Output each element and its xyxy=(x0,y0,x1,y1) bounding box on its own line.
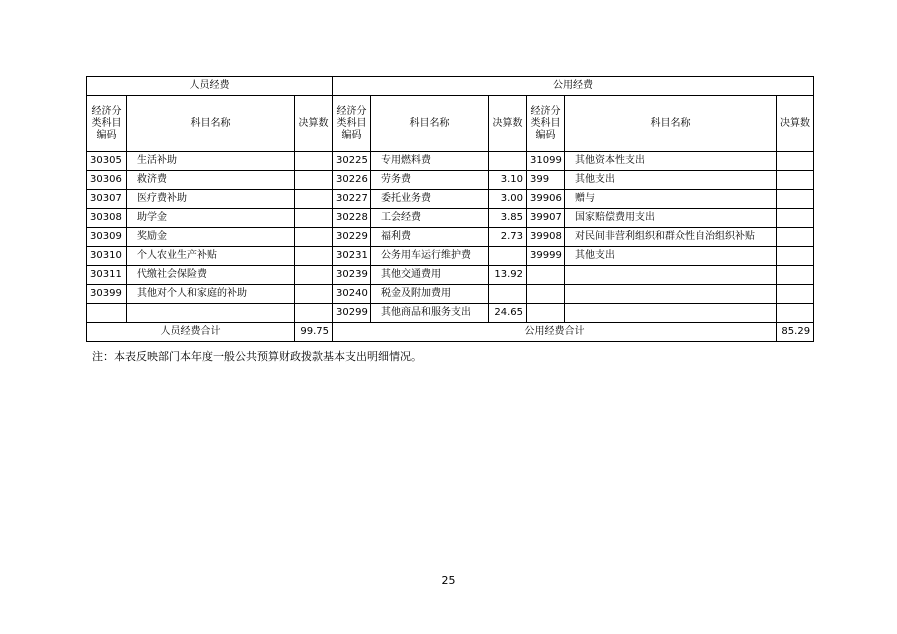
amount-cell: 3.00 xyxy=(489,190,527,209)
name-cell: 个人农业生产补贴 xyxy=(127,247,295,266)
code-cell: 30231 xyxy=(333,247,371,266)
amount-cell xyxy=(777,152,814,171)
code-cell: 31099 xyxy=(527,152,565,171)
amount-cell xyxy=(777,171,814,190)
name-cell: 赠与 xyxy=(565,190,777,209)
table-row xyxy=(87,190,814,209)
code-cell: 30229 xyxy=(333,228,371,247)
code-cell: 30309 xyxy=(87,228,127,247)
page-number: 25 xyxy=(441,574,456,587)
code-cell xyxy=(527,266,565,285)
code-header: 经济分类科目编码 xyxy=(333,96,371,152)
amount-cell xyxy=(777,266,814,285)
amount-cell xyxy=(489,247,527,266)
code-cell: 30399 xyxy=(87,285,127,304)
amount-cell xyxy=(777,209,814,228)
amount-cell: 3.85 xyxy=(489,209,527,228)
table-row xyxy=(87,285,814,304)
amount-cell xyxy=(489,152,527,171)
amount-header: 决算数 xyxy=(489,96,527,152)
code-cell: 39907 xyxy=(527,209,565,228)
table-row xyxy=(87,152,814,171)
amount-cell: 24.65 xyxy=(489,304,527,323)
table-row xyxy=(87,228,814,247)
personnel-total-label: 人员经费合计 xyxy=(87,323,295,342)
table-footnote: 注：本表反映部门本年度一般公共预算财政拨款基本支出明细情况。 xyxy=(92,350,422,363)
name-cell: 其他支出 xyxy=(565,247,777,266)
amount-cell xyxy=(777,190,814,209)
name-cell: 福利费 xyxy=(371,228,489,247)
amount-cell xyxy=(777,247,814,266)
name-header: 科目名称 xyxy=(565,96,777,152)
code-cell: 30305 xyxy=(87,152,127,171)
amount-cell xyxy=(295,171,333,190)
code-cell: 30311 xyxy=(87,266,127,285)
amount-cell xyxy=(295,304,333,323)
name-cell xyxy=(127,304,295,323)
personnel-group-header: 人员经费 xyxy=(87,77,333,96)
name-cell: 其他商品和服务支出 xyxy=(371,304,489,323)
name-cell: 代缴社会保险费 xyxy=(127,266,295,285)
name-cell: 奖励金 xyxy=(127,228,295,247)
code-cell: 30228 xyxy=(333,209,371,228)
name-cell: 专用燃料费 xyxy=(371,152,489,171)
name-cell: 其他支出 xyxy=(565,171,777,190)
name-cell xyxy=(565,304,777,323)
name-cell: 其他资本性支出 xyxy=(565,152,777,171)
code-header: 经济分类科目编码 xyxy=(87,96,127,152)
name-cell: 生活补助 xyxy=(127,152,295,171)
amount-cell xyxy=(295,228,333,247)
code-cell: 399 xyxy=(527,171,565,190)
column-header-row xyxy=(87,96,814,152)
code-cell xyxy=(527,304,565,323)
amount-cell xyxy=(777,285,814,304)
public-total-value: 85.29 xyxy=(777,323,814,342)
amount-cell xyxy=(295,152,333,171)
amount-cell: 3.10 xyxy=(489,171,527,190)
code-cell: 30225 xyxy=(333,152,371,171)
table-row xyxy=(87,247,814,266)
name-cell: 税金及附加费用 xyxy=(371,285,489,304)
code-cell: 30308 xyxy=(87,209,127,228)
code-cell: 30306 xyxy=(87,171,127,190)
table-row xyxy=(87,266,814,285)
code-cell: 30307 xyxy=(87,190,127,209)
code-cell: 30310 xyxy=(87,247,127,266)
code-cell: 39906 xyxy=(527,190,565,209)
amount-cell: 2.73 xyxy=(489,228,527,247)
table-row xyxy=(87,171,814,190)
name-cell: 助学金 xyxy=(127,209,295,228)
table-body xyxy=(87,152,814,323)
code-cell xyxy=(527,285,565,304)
amount-header: 决算数 xyxy=(777,96,814,152)
public-total-label: 公用经费合计 xyxy=(333,323,777,342)
name-cell: 医疗费补助 xyxy=(127,190,295,209)
code-cell: 30240 xyxy=(333,285,371,304)
amount-cell xyxy=(777,304,814,323)
code-cell: 30239 xyxy=(333,266,371,285)
basic-expenditure-table xyxy=(86,76,814,342)
amount-header: 决算数 xyxy=(295,96,333,152)
public-group-header: 公用经费 xyxy=(333,77,814,96)
name-cell: 工会经费 xyxy=(371,209,489,228)
amount-cell xyxy=(489,285,527,304)
amount-cell xyxy=(295,247,333,266)
name-cell: 对民间非营利组织和群众性自治组织补贴 xyxy=(565,228,777,247)
code-header: 经济分类科目编码 xyxy=(527,96,565,152)
amount-cell xyxy=(295,266,333,285)
amount-cell xyxy=(295,190,333,209)
name-cell: 其他对个人和家庭的补助 xyxy=(127,285,295,304)
amount-cell xyxy=(295,209,333,228)
name-cell: 国家赔偿费用支出 xyxy=(565,209,777,228)
code-cell xyxy=(87,304,127,323)
totals-row xyxy=(87,323,814,342)
code-cell: 30227 xyxy=(333,190,371,209)
amount-cell xyxy=(777,228,814,247)
amount-cell xyxy=(295,285,333,304)
name-cell xyxy=(565,266,777,285)
amount-cell: 13.92 xyxy=(489,266,527,285)
personnel-total-value: 99.75 xyxy=(295,323,333,342)
name-cell: 其他交通费用 xyxy=(371,266,489,285)
name-cell: 委托业务费 xyxy=(371,190,489,209)
name-header: 科目名称 xyxy=(371,96,489,152)
name-header: 科目名称 xyxy=(127,96,295,152)
name-cell xyxy=(565,285,777,304)
table-row xyxy=(87,209,814,228)
name-cell: 公务用车运行维护费 xyxy=(371,247,489,266)
code-cell: 30299 xyxy=(333,304,371,323)
code-cell: 30226 xyxy=(333,171,371,190)
name-cell: 救济费 xyxy=(127,171,295,190)
table-row xyxy=(87,304,814,323)
group-header-row xyxy=(87,77,814,96)
code-cell: 39908 xyxy=(527,228,565,247)
name-cell: 劳务费 xyxy=(371,171,489,190)
code-cell: 39999 xyxy=(527,247,565,266)
